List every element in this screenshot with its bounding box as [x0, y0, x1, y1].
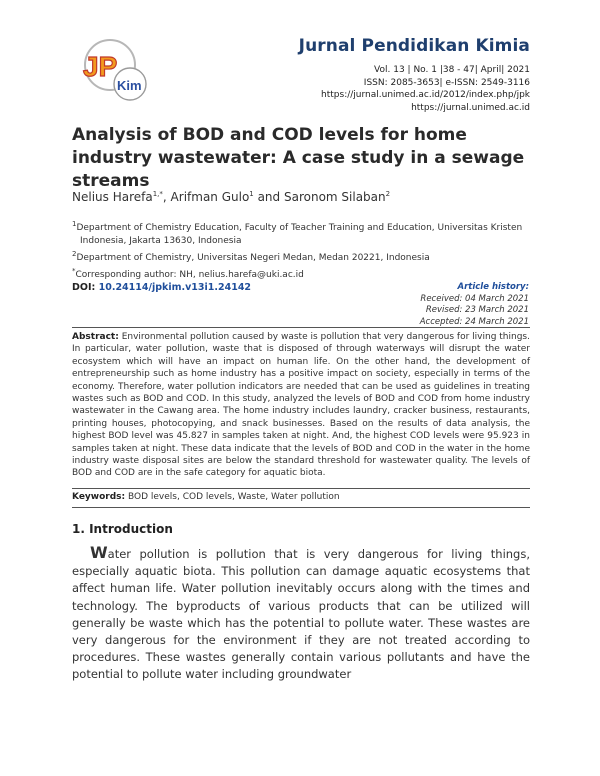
affiliation-text: Department of Chemistry, Universitas Negeri Medan, Medan 20221, Indonesia	[76, 253, 430, 263]
abstract-text: Environmental pollution caused by waste is pollution that very dangerous for living things. In particular, water pollution, waste that is disposed of through waterways will disrupt the water ecosystem which will have an impact on human life. On the other hand, the development of entrepreneurship such as home industry has a positive impact on society, especially in terms of the economy. Therefore, water pollution indicators are needed that can be used as guidelines in treating wastes such as BOD and COD. In this study, analyzed the levels of BOD and COD from home industry wastewater in the Cawang area. The home industry includes laundry, cracker business, restaurants, printing houses, photocopying, and snack businesses. Based on the results of data analysis, the highest BOD level was 45.827 in samples taken at night. And, the highest COD levels were 95.923 in samples taken at night. These data indicate that the levels of BOD and COD in the water in the home industry waste disposal sites are below the standard threshold for wastewater quality. The levels of BOD and COD are in the safe category for aquatic biota.	[72, 332, 530, 479]
author-list	[72, 190, 390, 204]
author-separator: ,	[162, 190, 171, 204]
revised-date: Revised: 23 March 2021	[425, 305, 529, 315]
journal-index-url[interactable]: https://jurnal.unimed.ac.id/2012/index.php/jpk	[321, 90, 530, 100]
volume-line: Vol. 13 | No. 1 |38 - 47| April| 2021	[374, 65, 530, 75]
article-history-title: Article history:	[457, 282, 529, 292]
keywords	[72, 492, 340, 502]
logo-letters-main: JP	[83, 51, 118, 82]
section-heading-introduction: 1. Introduction	[72, 522, 173, 536]
corresponding-author-text: Corresponding author: NH, nelius.harefa@uki.ac.id	[75, 270, 304, 280]
author-affiliation-mark: 1,*	[152, 190, 163, 198]
author-name: Arifman Gulo	[170, 190, 250, 204]
author-affiliation-mark: 2	[385, 190, 391, 198]
author-separator: and	[253, 190, 284, 204]
affiliation-1-continued: Indonesia, Jakarta 13630, Indonesia	[80, 236, 242, 246]
abstract	[72, 331, 530, 480]
keywords-label: Keywords:	[72, 492, 126, 502]
received-date: Received: 04 March 2021	[420, 293, 529, 304]
affiliation-1	[72, 218, 542, 235]
journal-home-url[interactable]: https://jurnal.unimed.ac.id	[411, 102, 530, 113]
doi-line	[72, 282, 251, 293]
doi-label: DOI:	[72, 282, 96, 293]
abstract-top-divider	[72, 327, 530, 328]
introduction-paragraph	[72, 544, 530, 684]
affiliations	[72, 218, 542, 282]
issn-line: ISSN: 2085-3653| e-ISSN: 2549-3116	[363, 77, 530, 88]
doi-link[interactable]: 10.24114/jpkim.v13i1.24142	[98, 282, 252, 293]
drop-cap: W	[90, 543, 108, 562]
keywords-text: BOD levels, COD levels, Waste, Water pollution	[128, 492, 340, 502]
journal-title: Jurnal Pendidikan Kimia	[298, 36, 530, 56]
article-title: Analysis of BOD and COD levels for home industry wastewater: A case study in a sewage streams	[72, 125, 525, 191]
keywords-bottom-divider	[72, 507, 530, 508]
article-history	[420, 282, 529, 328]
author-affiliation-mark: 1	[249, 190, 254, 198]
author-name: Nelius Harefa	[72, 190, 153, 204]
journal-header	[299, 36, 530, 114]
keywords-top-divider	[72, 488, 530, 489]
affiliation-mark: 1	[72, 220, 77, 228]
accepted-date: Accepted: 24 March 2021	[419, 316, 529, 327]
introduction-text: ater pollution is pollution that is very dangerous for living things, especially aquatic biota. This pollution can damage aquatic ecosystems that affect human life. Water pollution inevitably occurs along with the times and technology. The byproducts of various products that can be utilized will generally be waste which has the potential to pollute water. These wastes are very dangerous for the environment if they are not treated according to procedures. These wastes generally contain various pollutants and have the potential to pollute water including groundwater	[72, 547, 530, 682]
author-name: Saronom Silaban	[283, 190, 386, 204]
affiliation-mark: 2	[72, 250, 77, 258]
journal-logo	[72, 34, 162, 104]
abstract-label: Abstract:	[72, 332, 119, 342]
affiliation-2	[72, 248, 542, 265]
affiliation-text: Department of Chemistry Education, Faculty of Teacher Training and Education, Universitas Kristen	[76, 223, 523, 233]
corresponding-mark: *	[72, 267, 76, 275]
logo-letters-sub: Kim	[117, 78, 142, 93]
corresponding-author	[72, 265, 542, 282]
